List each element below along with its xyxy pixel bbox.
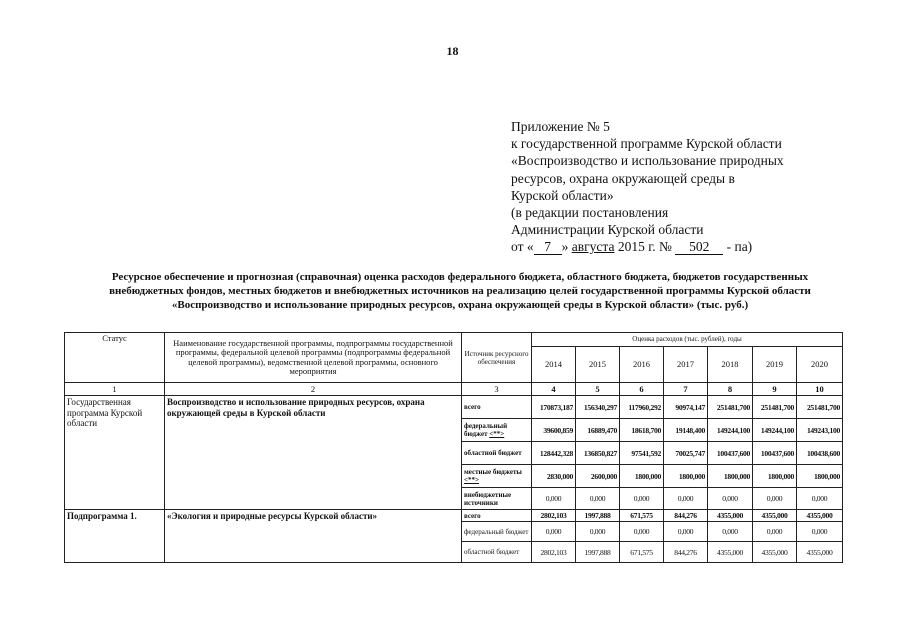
header-source: Источник ресурсного обеспечения <box>462 333 532 383</box>
header-status: Статус <box>65 333 165 383</box>
value-cell: 0,000 <box>664 488 708 510</box>
value-cell: 1800,000 <box>753 465 797 488</box>
decree-number: 502 <box>675 240 723 255</box>
value-cell: 117960,292 <box>620 396 664 419</box>
header-year: 2019 <box>753 347 797 383</box>
value-cell: 2830,000 <box>532 465 576 488</box>
numbering-row <box>65 383 843 396</box>
value-cell: 0,000 <box>708 522 753 542</box>
program-name: Воспроизводство и использование природных ресурсов, охрана окружающей среды в Курской области <box>165 396 462 510</box>
date-mid: » <box>561 239 572 255</box>
value-cell: 2802,103 <box>532 510 576 522</box>
value-cell: 671,575 <box>620 542 664 563</box>
value-cell: 128442,328 <box>532 442 576 465</box>
value-cell: 1997,888 <box>576 510 620 522</box>
program-status: Государственная программа Курской области <box>65 396 165 510</box>
source-label: федеральный бюджет <box>464 422 508 438</box>
source-cell: областной бюджет <box>462 542 532 563</box>
table-row <box>65 510 843 522</box>
value-cell: 0,000 <box>532 488 576 510</box>
value-cell: 0,000 <box>576 522 620 542</box>
value-cell: 251481,700 <box>753 396 797 419</box>
value-cell: 170873,187 <box>532 396 576 419</box>
value-cell: 1800,000 <box>797 465 843 488</box>
decree-month: августа <box>571 239 615 255</box>
header-year: 2020 <box>797 347 843 383</box>
value-cell: 1997,888 <box>576 542 620 563</box>
column-number: 2 <box>165 383 462 396</box>
header-year: 2014 <box>532 347 576 383</box>
source-cell: внебюджетные источники <box>462 488 532 510</box>
value-cell: 0,000 <box>664 522 708 542</box>
source-cell: федеральный бюджет <box>462 522 532 542</box>
date-mid: 2015 г. № <box>614 239 676 255</box>
subprogram-name: «Экология и природные ресурсы Курской области» <box>165 510 462 563</box>
value-cell: 0,000 <box>620 488 664 510</box>
column-number: 5 <box>576 383 620 396</box>
value-cell: 90974,147 <box>664 396 708 419</box>
value-cell: 0,000 <box>797 488 843 510</box>
subprogram-status: Подпрограмма 1. <box>65 510 165 563</box>
column-number: 9 <box>753 383 797 396</box>
appendix-line: Курской области» <box>511 187 614 203</box>
column-number: 7 <box>664 383 708 396</box>
source-cell: всего <box>462 510 532 522</box>
value-cell: 18618,700 <box>620 419 664 442</box>
value-cell: 1800,000 <box>708 465 753 488</box>
value-cell: 671,575 <box>620 510 664 522</box>
column-number: 10 <box>797 383 843 396</box>
value-cell: 156340,297 <box>576 396 620 419</box>
document-title: Ресурсное обеспечение и прогнозная (справочная) оценка расходов федерального бюджета, областного бюджета, бюджетов государственных внебюджетных фондов, местных бюджетов и внебюджетных источников на реализацию целей государственной программы Курской области «Воспроизводство и использование природных ресурсов, охрана окружающей среды в Курской области» (тыс. руб.) <box>109 271 811 311</box>
column-number: 8 <box>708 383 753 396</box>
page-number: 18 <box>446 44 459 58</box>
column-number: 1 <box>65 383 165 396</box>
value-cell: 844,276 <box>664 542 708 563</box>
resource-table <box>64 332 843 563</box>
source-cell <box>462 465 532 488</box>
value-cell: 4355,000 <box>797 542 843 563</box>
value-cell: 4355,000 <box>708 510 753 522</box>
table-row <box>65 396 843 419</box>
value-cell: 136850,827 <box>576 442 620 465</box>
value-cell: 149244,100 <box>708 419 753 442</box>
appendix-date-line <box>511 238 784 255</box>
value-cell: 0,000 <box>753 522 797 542</box>
appendix-block <box>511 118 784 256</box>
value-cell: 1800,000 <box>664 465 708 488</box>
value-cell: 2802,103 <box>532 542 576 563</box>
value-cell: 4355,000 <box>753 542 797 563</box>
value-cell: 251481,700 <box>797 396 843 419</box>
value-cell: 0,000 <box>576 488 620 510</box>
value-cell: 2600,000 <box>576 465 620 488</box>
value-cell: 19148,400 <box>664 419 708 442</box>
appendix-line: Приложение № 5 <box>511 119 610 134</box>
value-cell: 100437,600 <box>753 442 797 465</box>
date-suffix: - па) <box>723 239 753 255</box>
source-note: <**> <box>489 430 505 438</box>
value-cell: 4355,000 <box>708 542 753 563</box>
header-row <box>65 333 843 347</box>
value-cell: 39600,859 <box>532 419 576 442</box>
header-year: 2016 <box>620 347 664 383</box>
value-cell: 844,276 <box>664 510 708 522</box>
appendix-line: (в редакции постановления <box>511 205 669 221</box>
source-label: местные бюджеты <box>464 468 522 476</box>
source-cell: областной бюджет <box>462 442 532 465</box>
value-cell: 149243,100 <box>797 419 843 442</box>
column-number: 3 <box>462 383 532 396</box>
decree-day: 7 <box>534 240 562 255</box>
value-cell: 97541,592 <box>620 442 664 465</box>
value-cell: 0,000 <box>708 488 753 510</box>
value-cell: 149244,100 <box>753 419 797 442</box>
appendix-line: «Воспроизводство и использование природных <box>511 153 784 169</box>
value-cell: 1800,000 <box>620 465 664 488</box>
source-note: <**> <box>464 476 479 484</box>
value-cell: 0,000 <box>753 488 797 510</box>
value-cell: 4355,000 <box>753 510 797 522</box>
source-cell: всего <box>462 396 532 419</box>
value-cell: 16889,470 <box>576 419 620 442</box>
value-cell: 70025,747 <box>664 442 708 465</box>
value-cell: 0,000 <box>532 522 576 542</box>
value-cell: 0,000 <box>620 522 664 542</box>
value-cell: 251481,700 <box>708 396 753 419</box>
header-year: 2015 <box>576 347 620 383</box>
header-year: 2017 <box>664 347 708 383</box>
header-name: Наименование государственной программы, подпрограммы государственной программы, федеральной целевой программы (подпрограммы федеральной целевой программы), ведомственной целевой программы, основного мероприятия <box>165 333 462 383</box>
column-number: 4 <box>532 383 576 396</box>
date-prefix: от « <box>511 239 534 255</box>
source-cell <box>462 419 532 442</box>
column-number: 6 <box>620 383 664 396</box>
value-cell: 0,000 <box>797 522 843 542</box>
appendix-line: ресурсов, охрана окружающей среды в <box>511 170 735 186</box>
appendix-line: к государственной программе Курской области <box>511 136 782 152</box>
value-cell: 4355,000 <box>797 510 843 522</box>
header-estimate: Оценка расходов (тыс. рублей), годы <box>532 333 843 347</box>
value-cell: 100438,600 <box>797 442 843 465</box>
value-cell: 100437,600 <box>708 442 753 465</box>
appendix-line: Администрации Курской области <box>511 222 704 238</box>
header-year: 2018 <box>708 347 753 383</box>
